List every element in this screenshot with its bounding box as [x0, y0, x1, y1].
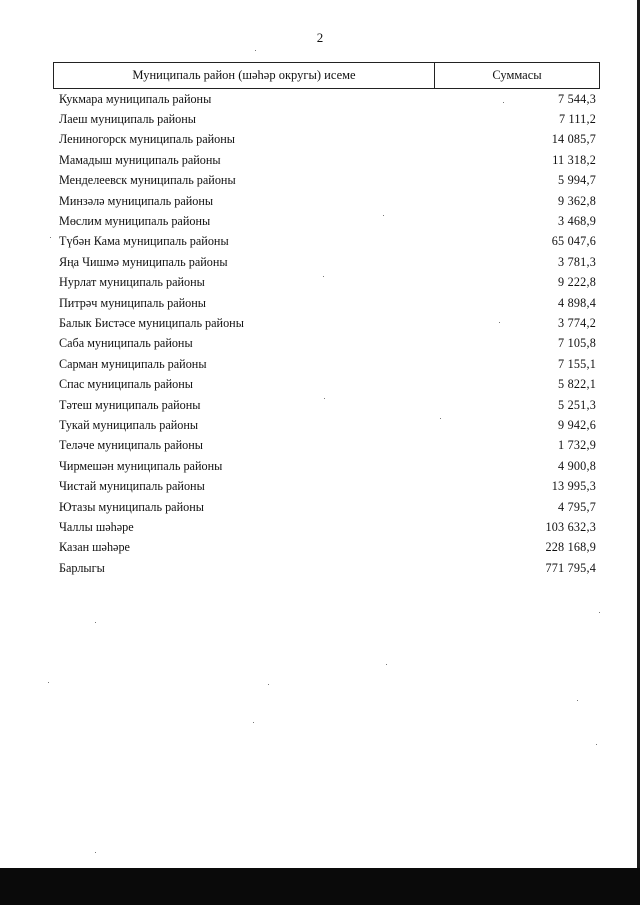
row-name: Саба муниципаль районы — [59, 336, 193, 351]
table-row — [57, 476, 596, 496]
row-name: Сарман муниципаль районы — [59, 356, 207, 371]
row-name: Питрәч муниципаль районы — [59, 295, 206, 310]
scan-speck — [50, 237, 51, 238]
row-name: Барлыгы — [59, 560, 105, 575]
row-name: Минзәлә муниципаль районы — [59, 193, 214, 208]
row-name: Кукмара муниципаль районы — [59, 91, 212, 106]
row-amount: 4 795,7 — [558, 499, 596, 514]
row-name: Казан шәһәре — [59, 540, 130, 555]
row-amount: 5 251,3 — [558, 397, 596, 412]
row-name: Нурлат муниципаль районы — [59, 275, 205, 290]
row-amount: 1 732,9 — [558, 438, 596, 453]
row-name: Мамадыш муниципаль районы — [59, 152, 221, 167]
row-amount: 7 105,8 — [558, 336, 596, 351]
row-name: Спас муниципаль районы — [59, 377, 193, 392]
row-name: Лениногорск муниципаль районы — [59, 132, 235, 147]
row-name: Лаеш муниципаль районы — [59, 112, 196, 127]
row-name: Түбән Кама муниципаль районы — [59, 234, 229, 249]
scan-speck — [323, 276, 324, 277]
table-row — [57, 517, 596, 537]
table-row — [57, 395, 596, 415]
column-header-sum: Суммасы — [492, 68, 542, 82]
row-amount: 9 222,8 — [558, 275, 596, 290]
table-row — [57, 150, 596, 170]
table-row — [57, 171, 596, 191]
table-row — [57, 415, 596, 435]
row-name: Менделеевск муниципаль районы — [59, 173, 236, 188]
table-row — [57, 538, 596, 558]
row-amount: 11 318,2 — [552, 152, 596, 167]
row-name: Чистай муниципаль районы — [59, 479, 205, 494]
row-name: Яңа Чишмә муниципаль районы — [59, 254, 228, 269]
scan-border-bottom — [0, 868, 640, 905]
row-amount: 4 898,4 — [558, 295, 596, 310]
row-amount: 4 900,8 — [558, 458, 596, 473]
row-amount: 13 995,3 — [551, 479, 596, 494]
row-name: Ютазы муниципаль районы — [59, 499, 204, 514]
row-amount: 771 795,4 — [545, 560, 596, 575]
table-row — [57, 89, 596, 109]
table-row — [57, 558, 596, 578]
scan-speck — [383, 215, 384, 216]
scan-speck — [95, 622, 96, 623]
row-name: Тәтеш муниципаль районы — [59, 397, 201, 412]
table-row — [57, 232, 596, 252]
table-body — [57, 89, 596, 578]
scan-speck — [255, 50, 256, 51]
row-name: Чирмешән муниципаль районы — [59, 458, 223, 473]
row-amount: 3 781,3 — [558, 254, 596, 269]
row-amount: 5 822,1 — [558, 377, 596, 392]
row-amount: 7 155,1 — [558, 356, 596, 371]
table-row — [57, 293, 596, 313]
scan-speck — [386, 664, 387, 665]
scan-speck — [268, 684, 269, 685]
table-row — [57, 273, 596, 293]
table-row — [57, 191, 596, 211]
row-name: Тукай муниципаль районы — [59, 417, 199, 432]
table-row — [57, 130, 596, 150]
row-amount: 65 047,6 — [551, 234, 596, 249]
row-amount: 103 632,3 — [545, 519, 596, 534]
scan-speck — [599, 612, 600, 613]
table-row — [57, 436, 596, 456]
row-name: Балык Бистәсе муниципаль районы — [59, 315, 244, 330]
scan-speck — [596, 744, 597, 745]
table-row — [57, 334, 596, 354]
scan-speck — [324, 398, 325, 399]
row-amount: 7 111,2 — [558, 112, 596, 127]
scan-speck — [440, 418, 441, 419]
table-row — [57, 374, 596, 394]
row-amount: 9 362,8 — [558, 193, 596, 208]
table-row — [57, 252, 596, 272]
row-amount: 9 942,6 — [558, 417, 596, 432]
table-row — [57, 313, 596, 333]
row-amount: 3 468,9 — [558, 214, 596, 229]
row-amount: 5 994,7 — [558, 173, 596, 188]
row-name: Мөслим муниципаль районы — [59, 214, 211, 229]
table-row — [57, 456, 596, 476]
scan-speck — [48, 682, 49, 683]
table-row — [57, 354, 596, 374]
row-amount: 7 544,3 — [558, 91, 596, 106]
scan-speck — [577, 700, 578, 701]
scan-speck — [95, 852, 96, 853]
row-amount: 228 168,9 — [545, 540, 596, 555]
row-name: Теләче муниципаль районы — [59, 438, 203, 453]
row-amount: 14 085,7 — [551, 132, 596, 147]
column-header-name: Муниципаль район (шәһәр округы) исеме — [54, 63, 435, 88]
scan-speck — [503, 102, 504, 103]
table-row — [57, 497, 596, 517]
scan-speck — [253, 722, 254, 723]
scan-speck — [499, 322, 500, 323]
table-row — [57, 109, 596, 129]
row-amount: 3 774,2 — [558, 315, 596, 330]
page-number: 2 — [316, 30, 324, 45]
table-row — [57, 211, 596, 231]
row-name: Чаллы шәһәре — [59, 519, 134, 534]
table-header — [53, 62, 600, 89]
